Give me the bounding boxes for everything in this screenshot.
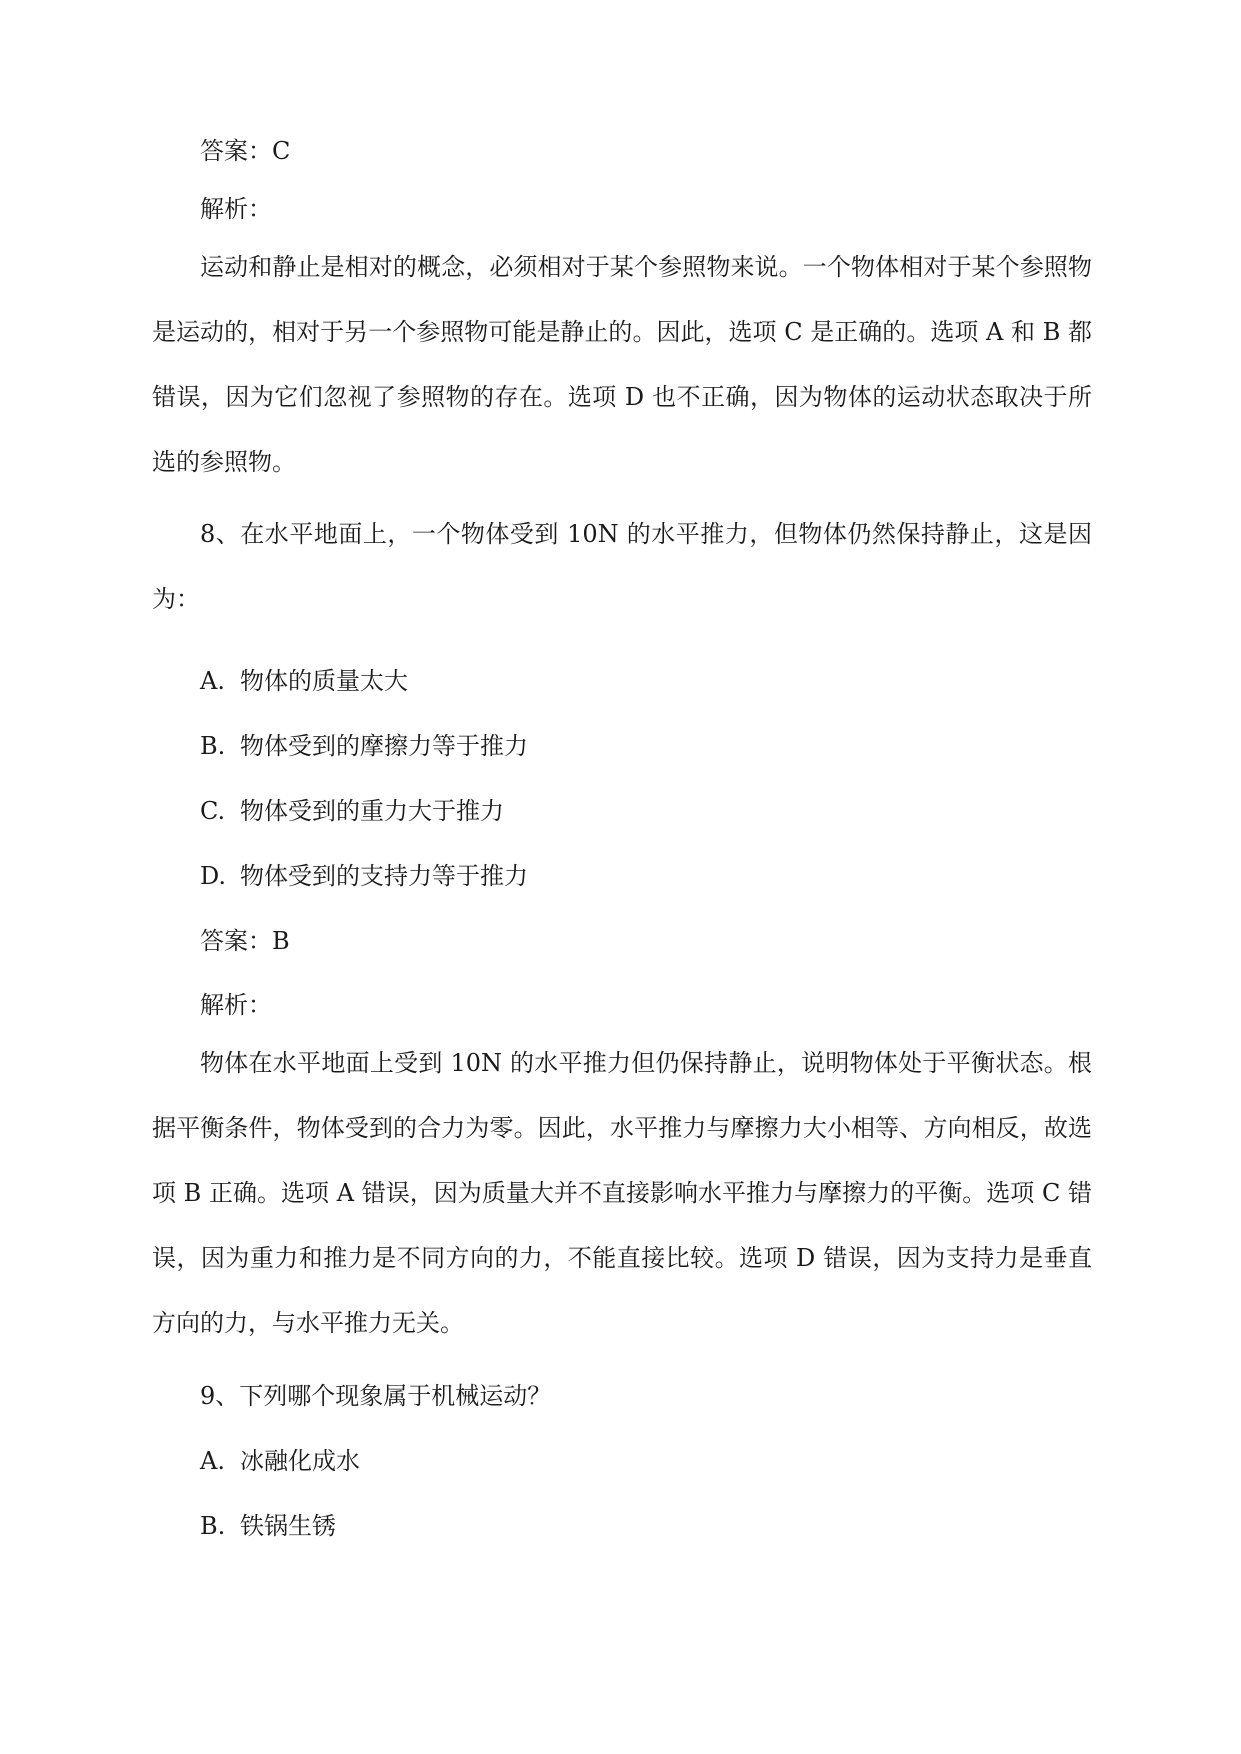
q7-analysis-label: 解析： <box>200 195 272 223</box>
q8-option-a <box>200 666 408 696</box>
option-text: 物体的质量太大 <box>240 667 408 695</box>
q9-option-a <box>200 1446 360 1476</box>
q9-question: 9、下列哪个现象属于机械运动？ <box>200 1382 552 1410</box>
q8-option-b <box>200 731 528 761</box>
option-text: 铁锅生锈 <box>240 1512 336 1540</box>
q8-question: 8、在水平地面上，一个物体受到 10N 的水平推力，但物体仍然保持静止，这是因为： <box>152 520 1092 613</box>
option-text: 物体受到的摩擦力等于推力 <box>240 732 528 760</box>
option-letter: C. <box>200 797 226 825</box>
option-letter: B. <box>200 732 226 760</box>
option-letter: A. <box>200 667 225 695</box>
option-text: 物体受到的重力大于推力 <box>240 797 504 825</box>
option-letter: B. <box>200 1512 226 1540</box>
option-letter: A. <box>200 1447 225 1475</box>
q8-analysis-text: 物体在水平地面上受到 10N 的水平推力但仍保持静止，说明物体处于平衡状态。根据平衡条件，物体受到的合力为零。因此，水平推力与摩擦力大小相等、方向相反，故选项 B 正确。选项 A 错误，因为质量大并不直接影响水平推力与摩擦力的平衡。选项 C 错误，因为重力和推力是不同方向的力，不能直接比较。选项 D 错误，因为支持力是垂直方向的力，与水平推力无关。 <box>152 1049 1092 1337</box>
q8-answer: 答案：B <box>200 927 290 955</box>
q7-answer: 答案：C <box>200 137 291 165</box>
option-letter: D. <box>200 862 227 890</box>
q8-analysis-label: 解析： <box>200 991 272 1019</box>
q9-option-b <box>200 1511 336 1541</box>
q8-option-c <box>200 796 504 826</box>
q7-analysis-text: 运动和静止是相对的概念，必须相对于某个参照物来说。一个物体相对于某个参照物是运动的，相对于另一个参照物可能是静止的。因此，选项 C 是正确的。选项 A 和 B 都错误，因为它们忽视了参照物的存在。选项 D 也不正确，因为物体的运动状态取决于所选的参照物。 <box>152 253 1092 476</box>
option-text: 物体受到的支持力等于推力 <box>240 862 528 890</box>
q8-option-d <box>200 861 528 891</box>
option-text: 冰融化成水 <box>240 1447 360 1475</box>
